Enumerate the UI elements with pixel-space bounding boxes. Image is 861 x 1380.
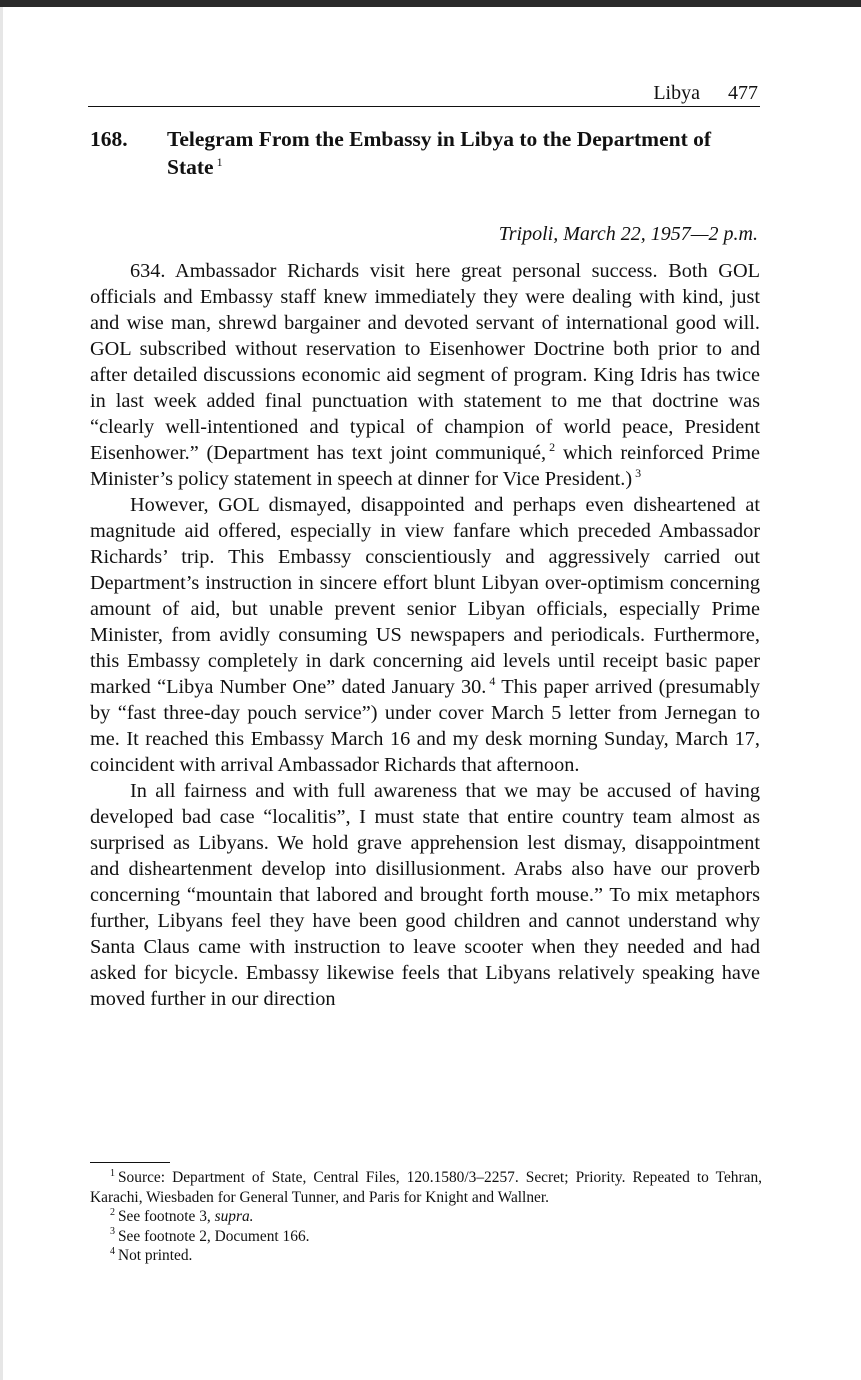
footnote-ref: 3 [635,466,642,481]
paragraph-text: In all fairness and with full awareness that we may be accused of having developed bad case “localitis”, I must state that entire country team almost as surprised as Libyans. We hold grave apprehension lest dismay, disappointment and disheartenment develop into disillusionment. Arabs also have our proverb concerning “mountain that labored and brought forth mouse.” To mix metaphors further, Libyans feel they have been good children and cannot understand why Santa Claus came with instruction to leave scooter when they needed and had asked for bicycle. Embassy likewise feels that Libyans relatively speaking have moved further in our direction [90,780,760,1010]
paragraph-text: which reinforced Prime Minister’s policy statement in speech at dinner for Vice President.) [90,442,760,490]
footnote-mark: 4 [110,1245,115,1257]
footnote-ref: 2 [549,440,556,455]
document-number: 168. [90,127,128,151]
footnote-italic: supra. [214,1208,254,1225]
footnote [90,1246,762,1266]
paragraph [90,778,760,1012]
footnote [90,1168,762,1207]
footnote [90,1207,762,1227]
dateline: Tripoli, March 22, 1957—2 p.m. [498,223,758,245]
running-head-section: Libya [653,82,700,104]
telegram-body [90,258,760,1012]
footnote-text: See footnote 3, [118,1208,215,1225]
footnote-ref: 4 [489,674,496,689]
footnote-mark: 1 [110,1167,115,1179]
footnote [90,1227,762,1247]
document-heading-text: Telegram From the Embassy in Libya to the Department of State [167,127,712,179]
document-title [90,125,760,181]
footnote-text: Source: Department of State, Central Files, 120.1580/3–2257. Secret; Priority. Repeated to Tehran, Karachi, Wiesbaden for General Tunner, and Paris for Knight and Wallner. [90,1169,762,1206]
page-number: 477 [728,82,758,104]
footnote-divider [90,1162,170,1163]
running-head [88,80,760,107]
footnote-mark: 3 [110,1226,115,1238]
paragraph-text: However, GOL dismayed, disappointed and perhaps even disheartened at magnitude aid offered, especially in view fanfare which preceded Ambassador Richards’ trip. This Embassy conscientiously and aggressively carried out Department’s instruction in sincere effort blunt Libyan over-optimism concerning amount of aid, but unable prevent senior Libyan officials, especially Prime Minister, from avidly consuming US newspapers and periodicals. Furthermore, this Embassy completely in dark concerning aid levels until receipt basic paper marked “Libya Number One” dated January 30. [90,494,760,698]
document-heading [167,125,760,181]
scan-border-left [0,7,3,1380]
paragraph-text: 634. Ambassador Richards visit here great personal success. Both GOL officials and Embassy staff knew immediately they were dealing with kind, just and wise man, shrewd bargainer and devoted servant of international good will. GOL subscribed without reservation to Eisenhower Doctrine both prior to and after detailed discussions economic aid segment of program. King Idris has twice in last week added final punctuation with statement to me that doctrine was “clearly well-intentioned and typical of champion of world peace, President Eisenhower.” (Department has text joint communiqué, [90,260,760,464]
paragraph [90,492,760,778]
footnote-text: See footnote 2, Document 166. [118,1227,310,1245]
paragraph [90,258,760,492]
footnote-text: Not printed. [118,1247,193,1264]
footnote-ref: 1 [216,154,223,169]
scan-border-top [0,0,861,7]
paragraph-text: This paper arrived (presumably by “fast three-day pouch service”) under cover March 5 letter from Jernegan to me. It reached this Embassy March 16 and my desk morning Sunday, March 17, coincident with arrival Ambassador Richards that afternoon. [90,676,760,776]
footnote-mark: 2 [110,1206,115,1218]
running-head-text [653,80,758,106]
footnotes [90,1168,762,1266]
